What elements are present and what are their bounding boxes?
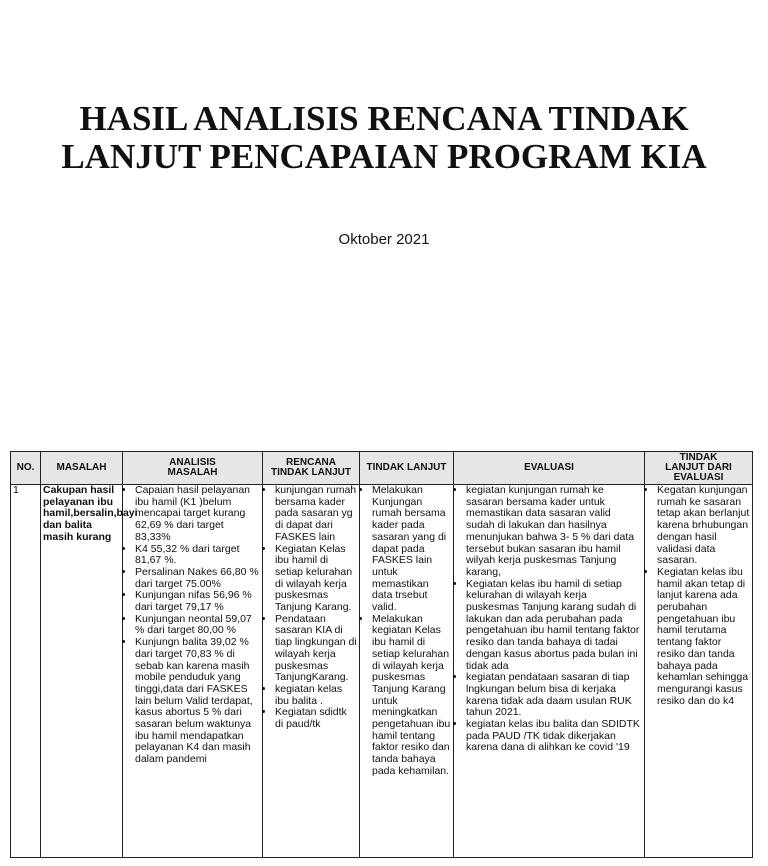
rencana-list xyxy=(265,485,357,731)
table-row xyxy=(11,485,753,858)
list-item: • Kunjungan nifas 56,96 % dari target 79,17 % xyxy=(135,590,260,613)
tindak-lanjut-evaluasi-list xyxy=(647,485,750,707)
header-rencana: RENCANA TINDAK LANJUT xyxy=(263,452,360,485)
header-no: NO. xyxy=(11,452,41,485)
header-tindak-lanjut-evaluasi: TINDAK LANJUT DARI EVALUASI xyxy=(645,452,753,485)
analisis-list xyxy=(125,485,260,766)
list-item: • Melakukan kegiatan Kelas ibu hamil di setiap kelurahan di wilayah kerja puskesmas Tanjung Karang untuk meningkatkan pengetahuan ibu hamil tentang faktor resiko dan tanda bahaya pada kehamilan. xyxy=(372,614,451,778)
header-masalah: MASALAH xyxy=(41,452,123,485)
cell-evaluasi xyxy=(454,485,645,858)
list-item: • kegiatan kelas ibu balita . xyxy=(275,684,357,707)
list-item: • Kegiatan kelas ibu hamil akan tetap di lanjut karena ada perubahan pengetahuan ibu hamil terutama tentang faktor resiko dan tanda bahaya pada kehamlan sehingga mengurangi kasus resiko dan do k4 xyxy=(657,567,750,707)
header-evaluasi: EVALUASI xyxy=(454,452,645,485)
list-item: • Kegiatan kelas ibu hamil di setiap kelurahan di wilayah kerja puskesmas Tanjung karang sudah di lakukan dan ada perubahan pada pengetahuan ibu hamil tentang faktor resiko dan tanda bahaya di tadai dengan kasus abortus pada bulan ini tidak ada xyxy=(466,579,642,673)
list-item: • Kegatan kunjungan rumah ke sasaran tetap akan berlanjut karena brhubungan dengan hasil validasi data sasaran. xyxy=(657,485,750,567)
tindak-lanjut-list xyxy=(362,485,451,778)
table-header-row xyxy=(11,452,753,485)
document-date: Oktober 2021 xyxy=(338,231,430,248)
list-item: • Capaian hasil pelayanan ibu hamil (K1 )belum mencapai target kurang 62,69 % dari target 83,33% xyxy=(135,485,260,544)
list-item: • Kegiatan Kelas ibu hamil di setiap kelurahan di wilayah kerja puskesmas Tanjung Karang. xyxy=(275,544,357,614)
cell-masalah xyxy=(41,484,138,858)
list-item: • kegiatan kunjungan rumah ke sasaran bersama kader untuk memastikan data sasaran valid sudah di lakukan dan hasilnya menunjukan bahwa 3- 5 % dari data tersebut bukan sasaran ibu hamil wilyah kerja puskesmas Tanjung karang, xyxy=(466,485,642,579)
list-item: • Kunjungan neontal 59,07 % dari target 80,00 % xyxy=(135,614,260,637)
cell-rencana xyxy=(263,485,360,858)
list-item: • kunjungan rumah bersama kader pada sasaran yg di dapat dari FASKES lain xyxy=(275,485,357,544)
evaluasi-list xyxy=(456,485,642,754)
list-item: • Persalinan Nakes 66,80 % dari target 75.00% xyxy=(135,567,260,590)
list-item: • K4 55,32 % dari target 81,67 %. xyxy=(135,544,260,567)
list-item: • Melakukan Kunjungan rumah bersama kader pada sasaran yang di dapat pada FASKES lain untuk memastikan data trsebut valid. xyxy=(372,485,451,614)
cell-tindak-lanjut xyxy=(360,485,454,858)
header-analisis: ANALISIS MASALAH xyxy=(123,452,263,485)
list-item: • Pendataan sasaran KIA di tiap lingkungan di wilayah kerja puskesmas TanjungKarang. xyxy=(275,614,357,684)
header-tindak-lanjut: TINDAK LANJUT xyxy=(360,452,454,485)
list-item: • Kegiatan sdidtk di paud/tk xyxy=(275,707,357,730)
list-item: • kegiatan pendataan sasaran di tiap lngkungan belum bisa di kerjaka karena tidak ada daam usulan RUK tahun 2021. xyxy=(466,672,642,719)
list-item: • kegiatan kelas ibu balita dan SDIDTK pada PAUD /TK tidak dikerjakan karena dana di alihkan ke covid '19 xyxy=(466,719,642,754)
cell-tindak-lanjut-evaluasi xyxy=(645,485,753,858)
cell-analisis xyxy=(123,485,263,858)
document-title: HASIL ANALISIS RENCANA TINDAK LANJUT PENCAPAIAN PROGRAM KIA xyxy=(61,99,707,176)
cell-no: 1 xyxy=(11,485,41,858)
list-item: • Kunjungn balita 39,02 % dari target 70,83 % di sebab kan karena masih mobile penduduk yang tinggi,data dari FASKES lain belum Valid terdapat, kasus abortus 5 % dari sasaran belum waktunya ibu hamil mendapatkan pelayanan K4 dan masih dalam pandemi xyxy=(135,637,260,766)
analysis-table xyxy=(10,451,753,858)
masalah-text: Cakupan hasil pelayanan ibu hamil,bersalin,bayi dan balita masih kurang xyxy=(43,484,138,543)
